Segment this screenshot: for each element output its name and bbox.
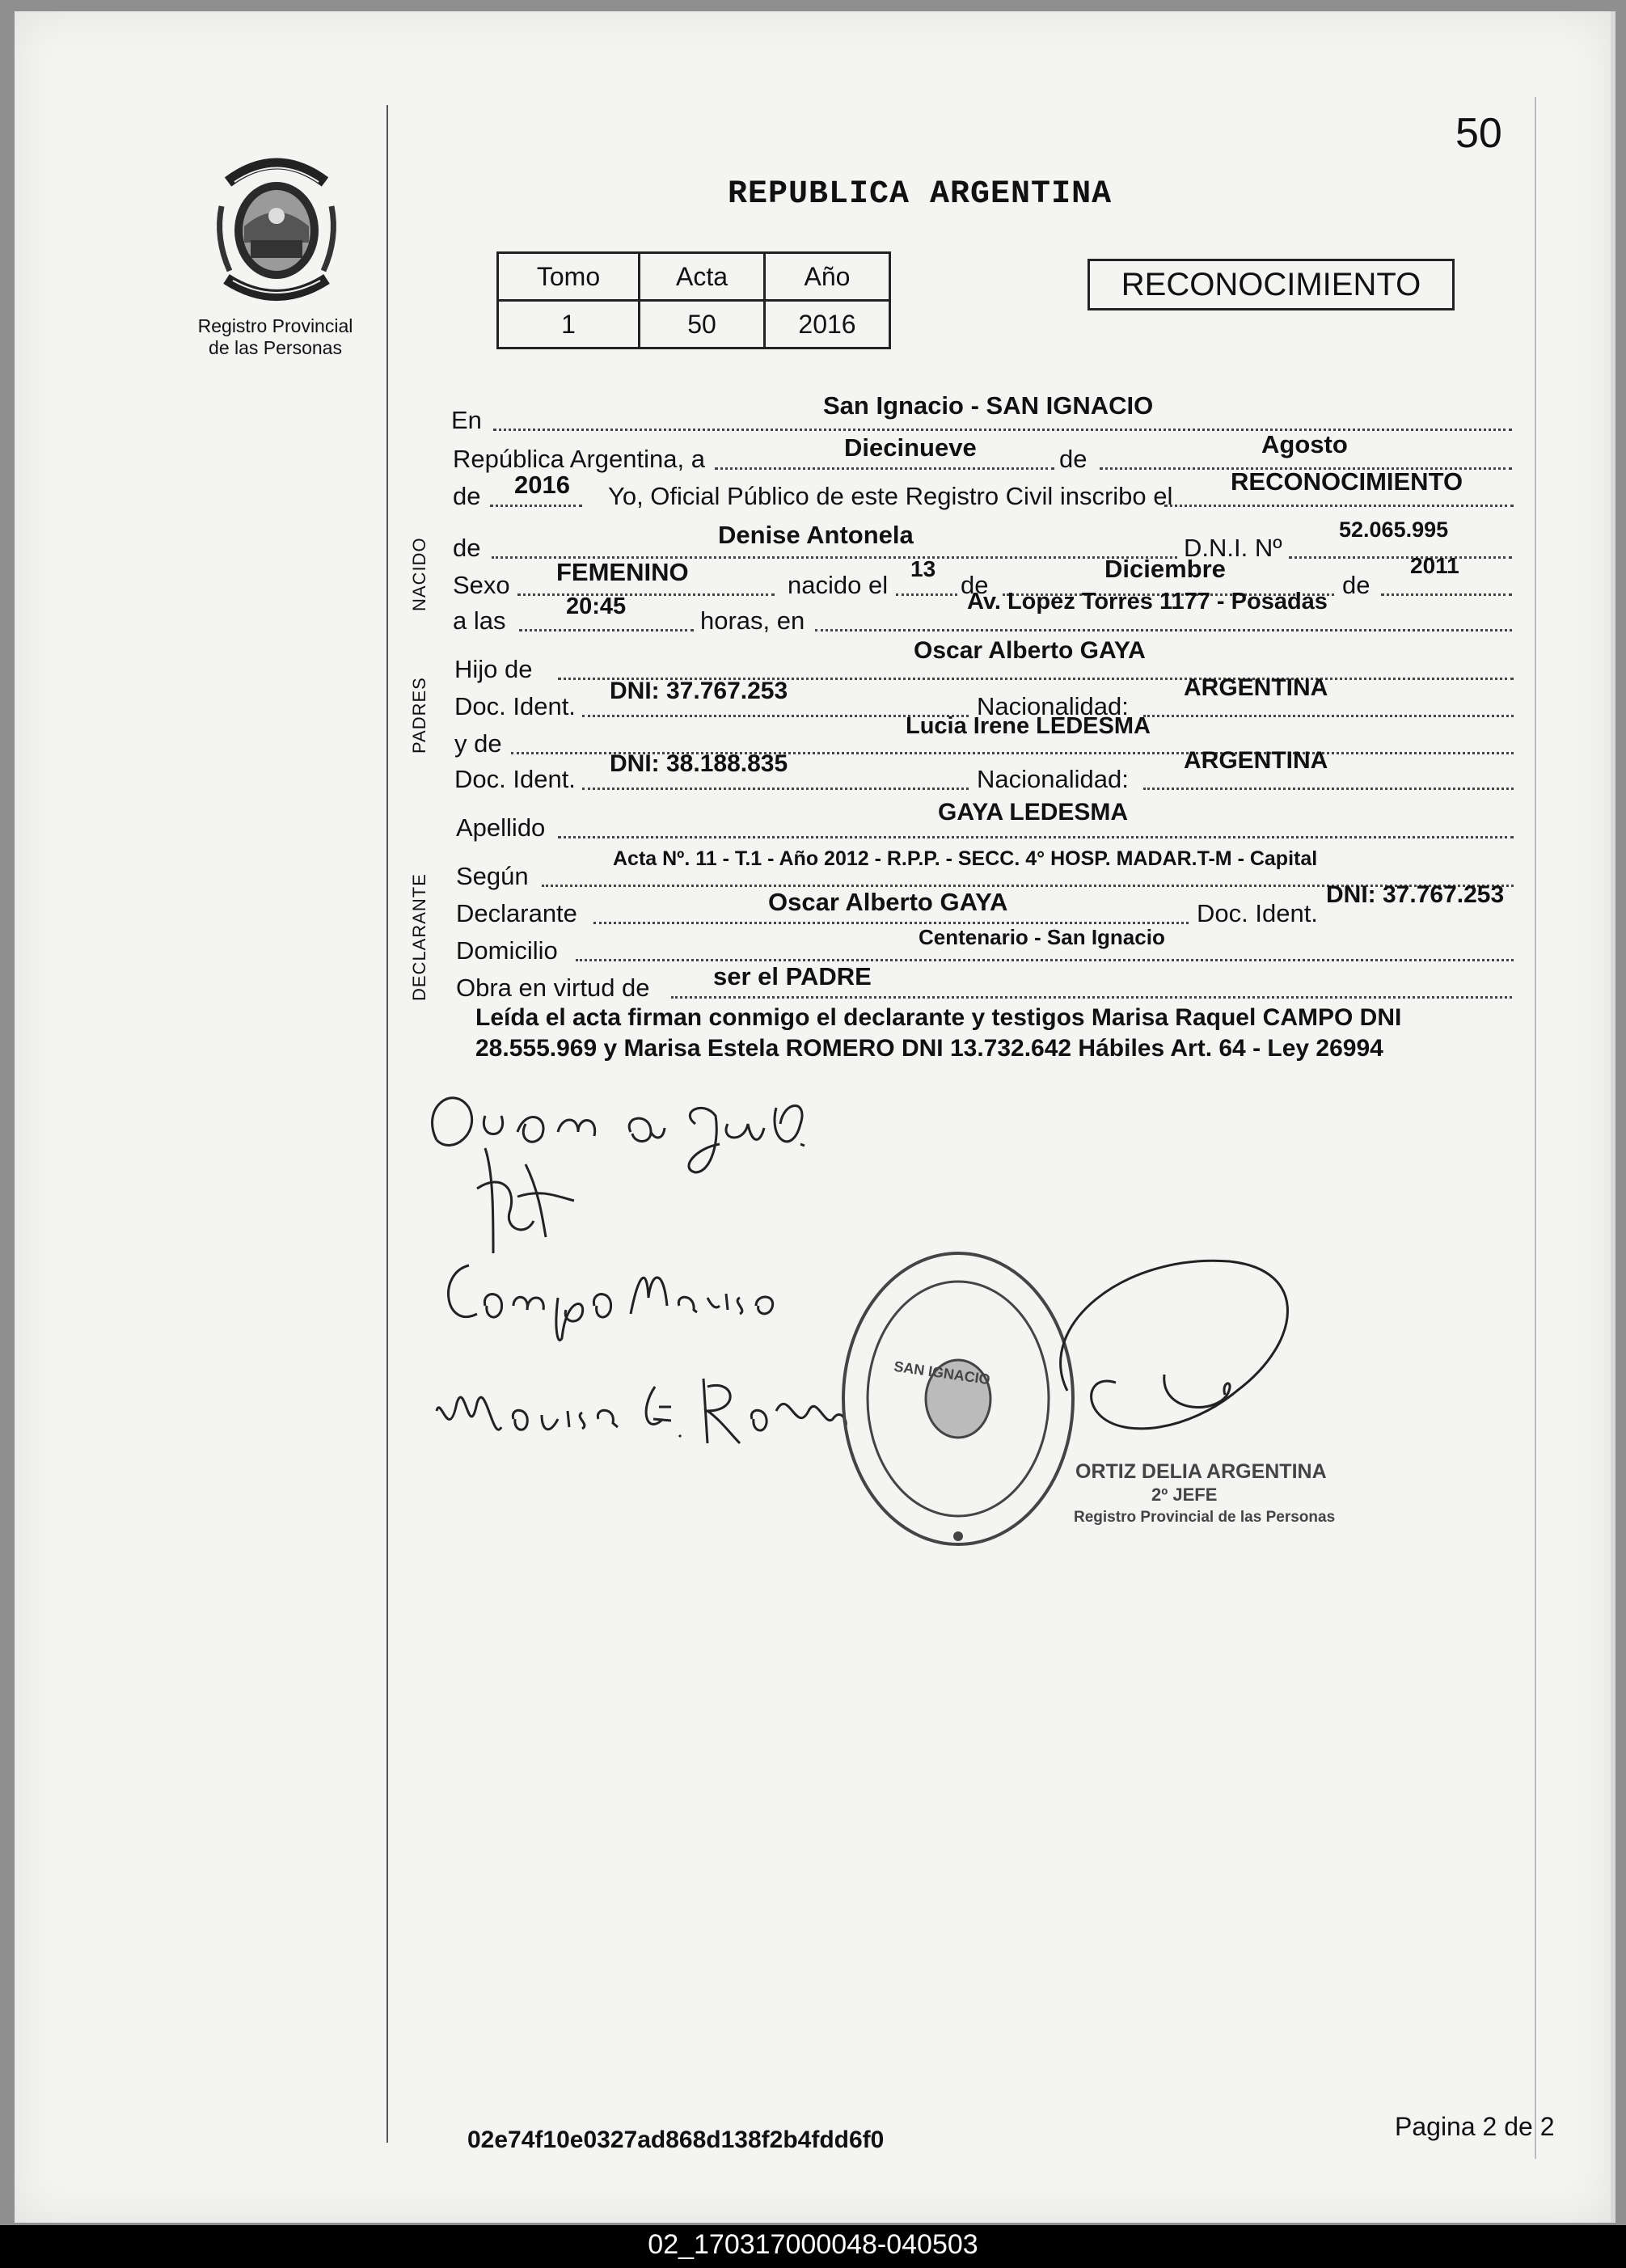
- dotted-line: [519, 629, 694, 631]
- header-anio: Año: [765, 253, 890, 301]
- label-de-anio: de: [453, 482, 481, 510]
- stamp-official-office: Registro Provincial de las Personas: [1074, 1509, 1336, 1526]
- label-doc-ident-declarante: Doc. Ident.: [1197, 899, 1318, 927]
- value-madre: Lucia Irene LEDESMA: [906, 713, 1151, 739]
- dotted-line: [558, 836, 1514, 838]
- dotted-line: [490, 505, 582, 507]
- dotted-line: [493, 429, 1512, 431]
- value-anio: 2016: [765, 301, 890, 348]
- label-segun: Según: [456, 862, 529, 890]
- closing-text: Leída el acta firman conmigo el declarante y testigos Marisa Raquel CAMPO DNI 28.555.969 y Marisa Estela ROMERO DNI 13.732.642 Hábiles Art. 64 - Ley 26994: [475, 1004, 1402, 1062]
- dotted-line: [582, 788, 969, 790]
- value-padre-doc: DNI: 37.767.253: [610, 678, 788, 704]
- value-segun: Acta Nº. 11 - T.1 - Año 2012 - R.P.P. - SECC. 4° HOSP. MADAR.T-M - Capital: [613, 847, 1318, 870]
- logo-caption: [184, 315, 366, 359]
- value-sexo: FEMENINO: [556, 558, 689, 586]
- value-acta: 50: [640, 301, 765, 348]
- signature-official-initials: [469, 1140, 590, 1261]
- dotted-line: [517, 593, 775, 596]
- dotted-line: [1164, 505, 1514, 507]
- dotted-line: [715, 467, 1054, 470]
- value-mes-nac: Diciembre: [1104, 555, 1226, 583]
- value-acto: RECONOCIMIENTO: [1231, 467, 1463, 496]
- section-label-nacido: NACIDO: [409, 537, 429, 611]
- header-tomo: Tomo: [498, 253, 640, 301]
- value-declarante-doc: DNI: 37.767.253: [1326, 881, 1505, 908]
- dotted-line: [1289, 556, 1512, 559]
- label-sexo: Sexo: [453, 571, 510, 599]
- label-nacionalidad-padre: Nacionalidad:: [977, 692, 1129, 720]
- value-madre-doc: DNI: 38.188.835: [610, 750, 788, 777]
- record-type-box: RECONOCIMIENTO: [1088, 259, 1455, 310]
- label-nacionalidad-madre: Nacionalidad:: [977, 765, 1129, 793]
- dotted-line: [815, 629, 1512, 631]
- value-padre-nac: ARGENTINA: [1184, 674, 1328, 701]
- value-anio-nac: 2011: [1410, 553, 1459, 578]
- value-hora: 20:45: [566, 593, 627, 619]
- value-tomo: 1: [498, 301, 640, 348]
- value-anio: 2016: [514, 471, 570, 499]
- label-dni: D.N.I. Nº: [1184, 534, 1282, 562]
- value-apellido: GAYA LEDESMA: [938, 799, 1129, 826]
- paper-edge: [1611, 11, 1615, 2223]
- label-domicilio: Domicilio: [456, 936, 558, 965]
- dotted-line: [576, 959, 1514, 961]
- stamp-official-name: ORTIZ DELIA ARGENTINA: [1075, 1460, 1327, 1483]
- stamp-center-text: SAN IGNACIO: [893, 1358, 991, 1388]
- misiones-coat-of-arms-logo: [212, 150, 341, 315]
- logo-caption-line1: Registro Provincial: [197, 315, 353, 336]
- value-domicilio: Centenario - San Ignacio: [919, 925, 1165, 949]
- signature-campo-marisa: [437, 1249, 792, 1346]
- document-hash: 02e74f10e0327ad868d138f2b4fdd6f0: [467, 2127, 885, 2153]
- dotted-line: [896, 593, 957, 596]
- label-en: En: [451, 406, 482, 434]
- value-declarante: Oscar Alberto GAYA: [768, 888, 1008, 916]
- label-apellido: Apellido: [456, 813, 546, 842]
- label-hijo-de: Hijo de: [454, 655, 533, 683]
- scan-footer-id: 02_170317000048-040503: [648, 2229, 978, 2260]
- label-oficial: Yo, Oficial Público de este Registro Civil inscribo el: [608, 482, 1173, 510]
- header-acta: Acta: [640, 253, 765, 301]
- right-margin-line: [1535, 97, 1536, 2159]
- record-table: [496, 251, 891, 349]
- label-doc-ident-padre: Doc. Ident.: [454, 692, 576, 720]
- label-nacido-el: nacido el: [788, 571, 889, 599]
- label-de-nombre: de: [453, 534, 481, 562]
- dotted-line: [671, 996, 1512, 999]
- label-de-mes-nac: de: [961, 571, 989, 599]
- section-label-declarante: DECLARANTE: [409, 873, 429, 1001]
- section-label-padres: PADRES: [409, 677, 429, 754]
- value-lugar: San Ignacio - SAN IGNACIO: [823, 391, 1154, 420]
- logo-caption-line2: de las Personas: [209, 337, 342, 358]
- value-nombre: Denise Antonela: [718, 521, 914, 549]
- label-a-las: a las: [453, 606, 506, 635]
- value-lugar-nac: Av. Lopez Torres 1177 - Posadas: [967, 589, 1328, 615]
- page-indicator: Pagina 2 de 2: [1395, 2112, 1555, 2141]
- label-horas-en: horas, en: [700, 606, 805, 635]
- dotted-line: [1381, 593, 1512, 596]
- label-doc-ident-madre: Doc. Ident.: [454, 765, 576, 793]
- stamp-official-role: 2º JEFE: [1151, 1485, 1218, 1505]
- label-declarante: Declarante: [456, 899, 577, 927]
- label-de-anio-nac: de: [1342, 571, 1370, 599]
- label-de-mes: de: [1059, 445, 1088, 473]
- page-number: 50: [1455, 110, 1502, 157]
- label-obra: Obra en virtud de: [456, 974, 650, 1002]
- margin-line: [386, 105, 388, 2143]
- label-republica: República Argentina, a: [453, 445, 705, 473]
- value-obra: ser el PADRE: [713, 962, 872, 990]
- signature-official-ortiz: [1027, 1245, 1318, 1455]
- value-dia: Diecinueve: [844, 433, 977, 462]
- value-madre-nac: ARGENTINA: [1184, 747, 1328, 774]
- value-padre: Oscar Alberto GAYA: [914, 637, 1146, 664]
- document-title: REPUBLICA ARGENTINA: [728, 176, 1113, 213]
- label-y-de: y de: [454, 729, 502, 758]
- dotted-line: [1143, 715, 1514, 717]
- dotted-line: [593, 922, 1189, 924]
- dotted-line: [1143, 788, 1514, 790]
- value-dia-nac: 13: [910, 556, 936, 581]
- value-mes: Agosto: [1261, 430, 1348, 458]
- value-dni: 52.065.995: [1339, 517, 1449, 542]
